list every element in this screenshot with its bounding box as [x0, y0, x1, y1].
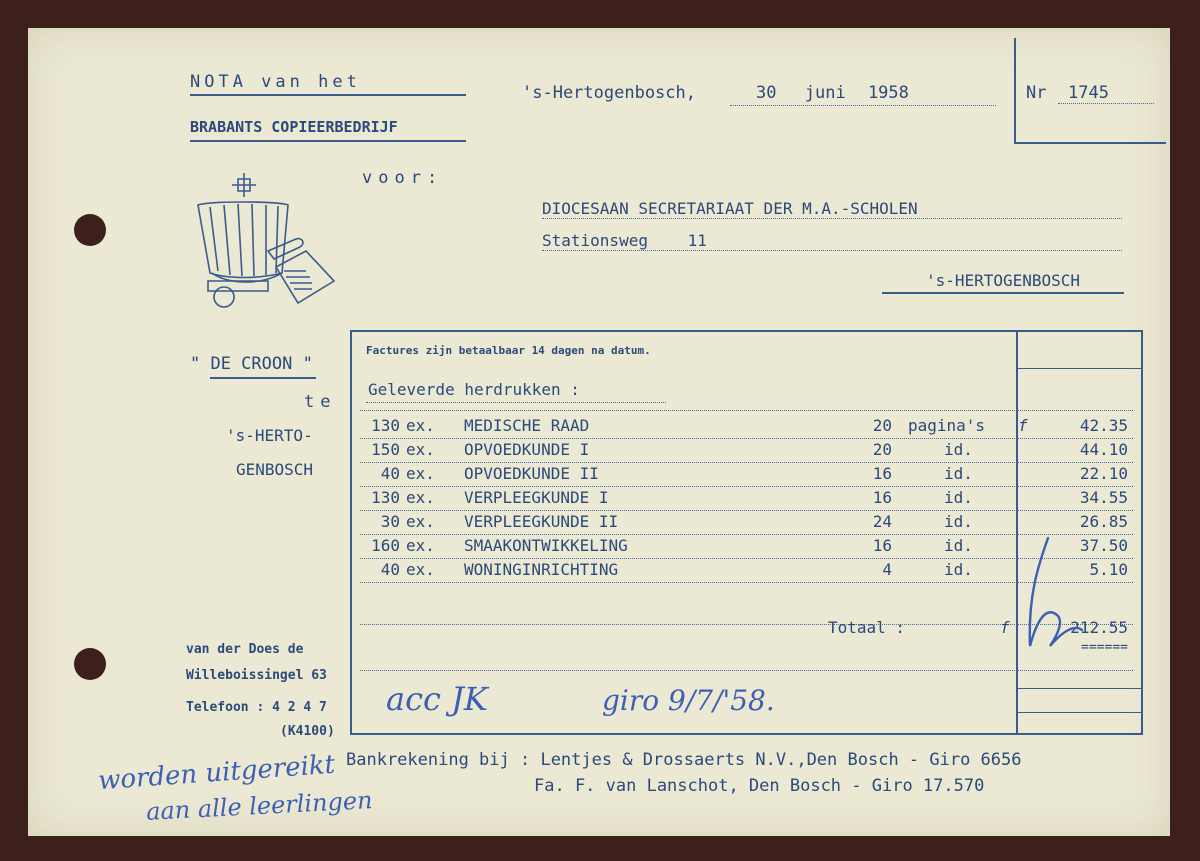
- deliveries-heading: Geleverde herdrukken :: [368, 380, 580, 399]
- unit-cell: ex.: [406, 512, 435, 531]
- pages-unit-cell: id.: [944, 464, 973, 483]
- title-cell: OPVOEDKUNDE I: [464, 440, 590, 459]
- unit-cell: ex.: [406, 560, 435, 579]
- title-cell: WONINGINRICHTING: [464, 560, 619, 579]
- amount-bottom-line-2: [1016, 712, 1141, 713]
- pages-cell: 16: [872, 464, 892, 483]
- unit-cell: ex.: [406, 536, 435, 555]
- total-double-underline: ======: [1081, 640, 1128, 655]
- bank-line-2: Fa. F. van Lanschot, Den Bosch - Giro 17.570: [534, 776, 985, 796]
- rows-top-dotted-line: [360, 410, 1133, 411]
- pages-cell: 24: [872, 512, 892, 531]
- total-label: Totaal :: [828, 618, 906, 637]
- telefoon: Telefoon : 4 2 4 7: [186, 700, 327, 715]
- qty-cell: 40: [380, 464, 400, 483]
- amount-cell: 26.85: [1079, 512, 1128, 531]
- pages-cell: 16: [872, 536, 892, 555]
- qty-cell: 40: [380, 560, 400, 579]
- date-month: juni: [804, 83, 846, 103]
- telefoon-code: (K4100): [280, 724, 335, 739]
- date-year: 1958: [867, 83, 909, 103]
- recipient-street: Stationsweg: [542, 231, 648, 250]
- unit-cell: ex.: [406, 416, 435, 435]
- address-line-2: Willeboissingel 63: [186, 668, 327, 683]
- invoice-table: [350, 330, 1143, 735]
- total-value: 212.55: [1070, 618, 1128, 637]
- row-dotted-line: [360, 462, 1133, 463]
- qty-cell: 130: [371, 488, 400, 507]
- qty-cell: 160: [371, 536, 400, 555]
- nr-value: 1745: [1058, 83, 1154, 104]
- pages-unit-cell: id.: [944, 560, 973, 579]
- crown-logo-icon: [188, 173, 338, 313]
- te-label: te: [304, 392, 337, 412]
- qty-cell: 130: [371, 416, 400, 435]
- invoice-paper: [28, 28, 1170, 836]
- company-name: BRABANTS COPIEERBEDRIJF: [190, 118, 466, 142]
- qty-cell: 150: [371, 440, 400, 459]
- title-cell: SMAAKONTWIKKELING: [464, 536, 628, 555]
- voor-label: voor:: [362, 168, 444, 188]
- pages-cell: 20: [872, 440, 892, 459]
- title-cell: OPVOEDKUNDE II: [464, 464, 599, 483]
- pages-unit-cell: pagina's: [908, 416, 986, 435]
- nota-heading: NOTA van het: [190, 72, 466, 96]
- handwritten-note-line-1: worden uitgereikt: [97, 749, 337, 797]
- pages-cell: 16: [872, 488, 892, 507]
- date-day: 30: [756, 83, 777, 103]
- handwritten-acc: acc JK: [386, 680, 488, 718]
- bottom-dotted-line: [360, 670, 1133, 671]
- recipient-number: 11: [687, 231, 707, 250]
- row-currency: f: [1018, 416, 1028, 435]
- date-line: [730, 83, 996, 106]
- recipient-street-line: [542, 231, 1122, 251]
- handwritten-payment-date: giro 9/7/'58.: [602, 684, 775, 717]
- row-dotted-line: [360, 534, 1133, 535]
- brand-underline: [210, 377, 316, 379]
- amount-cell: 42.35: [1079, 416, 1128, 435]
- recipient-city: 's-HERTOGENBOSCH: [882, 271, 1124, 294]
- city-line-2: GENBOSCH: [236, 460, 314, 479]
- amount-cell: 22.10: [1079, 464, 1128, 483]
- city-line-1: 's-HERTO-: [226, 426, 313, 445]
- row-dotted-line: [360, 510, 1133, 511]
- row-dotted-line: [360, 438, 1133, 439]
- unit-cell: ex.: [406, 488, 435, 507]
- payment-terms: Factures zijn betaalbaar 14 dagen na datum.: [366, 344, 651, 357]
- pages-unit-cell: id.: [944, 512, 973, 531]
- pages-cell: 4: [882, 560, 892, 579]
- unit-cell: ex.: [406, 464, 435, 483]
- amount-bottom-line-1: [1016, 688, 1141, 689]
- bank-line-1: Bankrekening bij : Lentjes & Drossaerts N.V.,Den Bosch - Giro 6656: [346, 750, 1022, 770]
- title-cell: VERPLEEGKUNDE II: [464, 512, 619, 531]
- amount-column-divider: [1016, 332, 1018, 733]
- title-cell: VERPLEEGKUNDE I: [464, 488, 609, 507]
- heading-dotted-line: [366, 402, 666, 403]
- row-dotted-line: [360, 486, 1133, 487]
- address-line-1: van der Does de: [186, 642, 304, 657]
- unit-cell: ex.: [406, 440, 435, 459]
- header-row-line: [1016, 368, 1141, 369]
- punch-hole-bottom: [74, 648, 106, 680]
- pages-unit-cell: id.: [944, 488, 973, 507]
- recipient-name: DIOCESAAN SECRETARIAAT DER M.A.-SCHOLEN: [542, 199, 1122, 219]
- amount-cell: 5.10: [1089, 560, 1128, 579]
- pages-cell: 20: [872, 416, 892, 435]
- handwritten-note-line-2: aan alle leerlingen: [145, 786, 374, 826]
- handwritten-initial-signature: [1018, 536, 1088, 656]
- qty-cell: 30: [380, 512, 400, 531]
- punch-hole-top: [74, 214, 106, 246]
- brand-name: " DE CROON ": [190, 354, 313, 374]
- pages-unit-cell: id.: [944, 536, 973, 555]
- pages-unit-cell: id.: [944, 440, 973, 459]
- amount-cell: 34.55: [1079, 488, 1128, 507]
- city-prefix: 's-Hertogenbosch,: [522, 83, 696, 103]
- amount-cell: 44.10: [1079, 440, 1128, 459]
- nr-label: Nr: [1026, 83, 1047, 103]
- amount-cell: 37.50: [1079, 536, 1128, 555]
- title-cell: MEDISCHE RAAD: [464, 416, 590, 435]
- total-currency: f: [1000, 618, 1010, 637]
